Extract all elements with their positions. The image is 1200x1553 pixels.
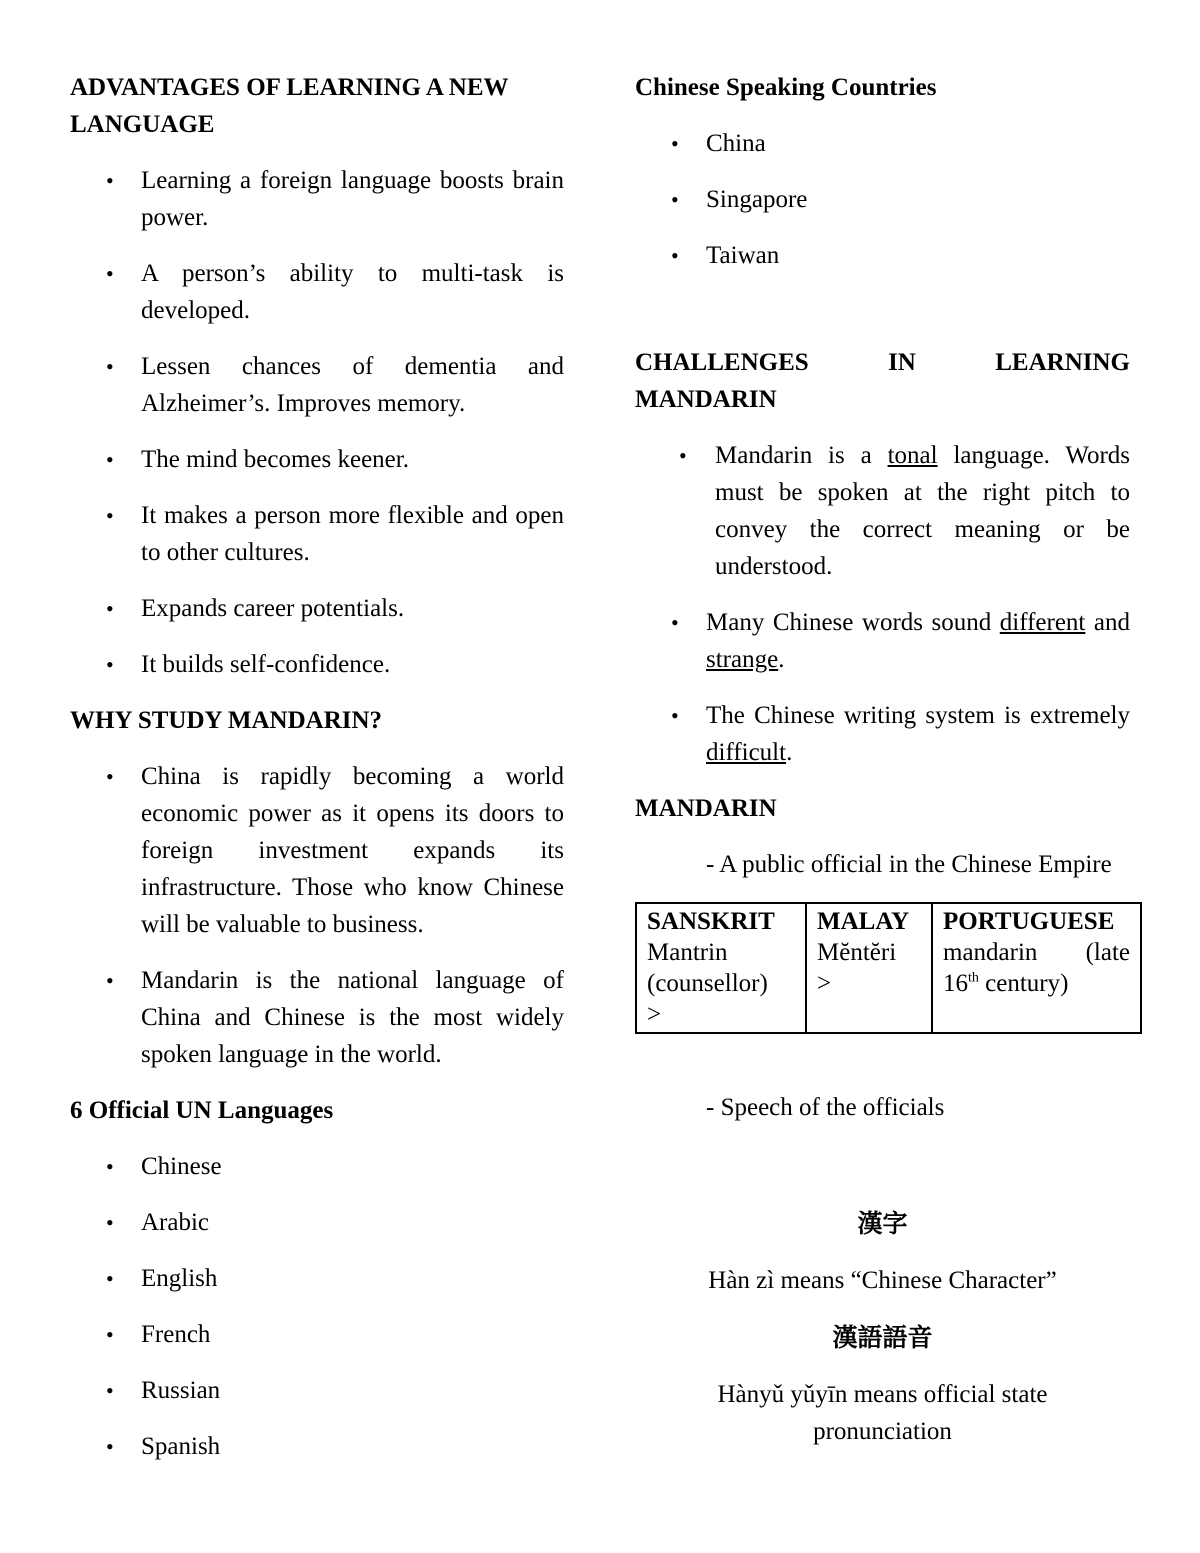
table-cell-sanskrit: SANSKRIT Mantrin (counsellor) > — [636, 903, 806, 1033]
table-cell-portuguese: PORTUGUESE mandarin (late 16th century) — [932, 903, 1141, 1033]
mandarin-definition: - A public official in the Chinese Empire — [706, 851, 1112, 878]
hanyu-meaning: Hànyǔ yǔyīn means official state pronunciation — [717, 1381, 1048, 1445]
advantages-list — [70, 162, 564, 683]
left-column — [70, 69, 564, 1484]
bullet-icon: • — [671, 187, 679, 212]
list-item: • It builds self-confidence. — [70, 646, 564, 683]
list-item: • Mandarin is the national language of China and Chinese is the most widely spoken language in the world. — [70, 962, 564, 1073]
challenges-list-2 — [635, 604, 1130, 771]
bullet-icon: • — [106, 168, 114, 193]
list-item: • Many Chinese words sound different and strange. — [635, 604, 1130, 678]
bullet-icon: • — [106, 1210, 114, 1235]
bullet-icon: • — [671, 610, 679, 635]
un-languages-heading: 6 Official UN Languages — [70, 1097, 334, 1124]
challenges-list — [635, 437, 1130, 585]
bullet-icon: • — [106, 1378, 114, 1403]
bullet-icon: • — [106, 447, 114, 472]
right-column — [635, 69, 1130, 1450]
countries-heading: Chinese Speaking Countries — [635, 74, 937, 101]
list-item: • The mind becomes keener. — [70, 441, 564, 478]
list-item: • China is rapidly becoming a world economic power as it opens its doors to foreign investment expands its infrastructure. Those who know Chinese will be valuable to business. — [70, 758, 564, 943]
advantages-heading: ADVANTAGES OF LEARNING A NEW LANGUAGE — [70, 74, 509, 138]
list-item: • French — [70, 1316, 564, 1353]
table-row — [636, 903, 1141, 1033]
list-item: • It makes a person more flexible and open to other cultures. — [70, 497, 564, 571]
hanzi-characters: 漢字 — [857, 1209, 908, 1238]
mandarin-definition-2: - Speech of the officials — [706, 1094, 945, 1121]
list-item: • Lessen chances of dementia and Alzheimer’s. Improves memory. — [70, 348, 564, 422]
bullet-icon: • — [671, 243, 679, 268]
why-list — [70, 758, 564, 1073]
list-item: • The Chinese writing system is extremely difficult. — [635, 697, 1130, 771]
bullet-icon: • — [106, 596, 114, 621]
hanyu-characters: 漢語語音 — [832, 1323, 933, 1352]
hanzi-meaning: Hàn zì means “Chinese Character” — [708, 1267, 1057, 1294]
etymology-table — [635, 902, 1142, 1034]
bullet-icon: • — [106, 1322, 114, 1347]
bullet-icon: • — [106, 503, 114, 528]
bullet-icon: • — [106, 1154, 114, 1179]
list-item: • A person’s ability to multi-task is developed. — [70, 255, 564, 329]
countries-list — [635, 125, 1130, 274]
bullet-icon: • — [106, 968, 114, 993]
list-item: • China — [635, 125, 1130, 162]
challenges-heading-text: CHALLENGES IN LEARNING MANDARIN — [635, 349, 1130, 413]
list-item: • Mandarin is a tonal language. Words must be spoken at the right pitch to convey the correct meaning or be understood. — [635, 437, 1130, 585]
mandarin-heading: MANDARIN — [635, 795, 777, 822]
bullet-icon: • — [679, 443, 687, 468]
list-item: • Arabic — [70, 1204, 564, 1241]
bullet-icon: • — [106, 1266, 114, 1291]
list-item: • Spanish — [70, 1428, 564, 1465]
bullet-icon: • — [671, 131, 679, 156]
list-item: • Taiwan — [635, 237, 1130, 274]
bullet-icon: • — [106, 354, 114, 379]
bullet-icon: • — [106, 764, 114, 789]
bullet-icon: • — [671, 703, 679, 728]
list-item: • Singapore — [635, 181, 1130, 218]
list-item: • English — [70, 1260, 564, 1297]
bullet-icon: • — [106, 652, 114, 677]
list-item: • Russian — [70, 1372, 564, 1409]
challenges-heading — [635, 344, 1130, 418]
why-heading: WHY STUDY MANDARIN? — [70, 707, 383, 734]
table-cell-malay: MALAY Mĕntĕri > — [806, 903, 932, 1033]
bullet-icon: • — [106, 1434, 114, 1459]
bullet-icon: • — [106, 261, 114, 286]
list-item: • Learning a foreign language boosts brain power. — [70, 162, 564, 236]
un-languages-list — [70, 1148, 564, 1465]
list-item: • Expands career potentials. — [70, 590, 564, 627]
list-item: • Chinese — [70, 1148, 564, 1185]
